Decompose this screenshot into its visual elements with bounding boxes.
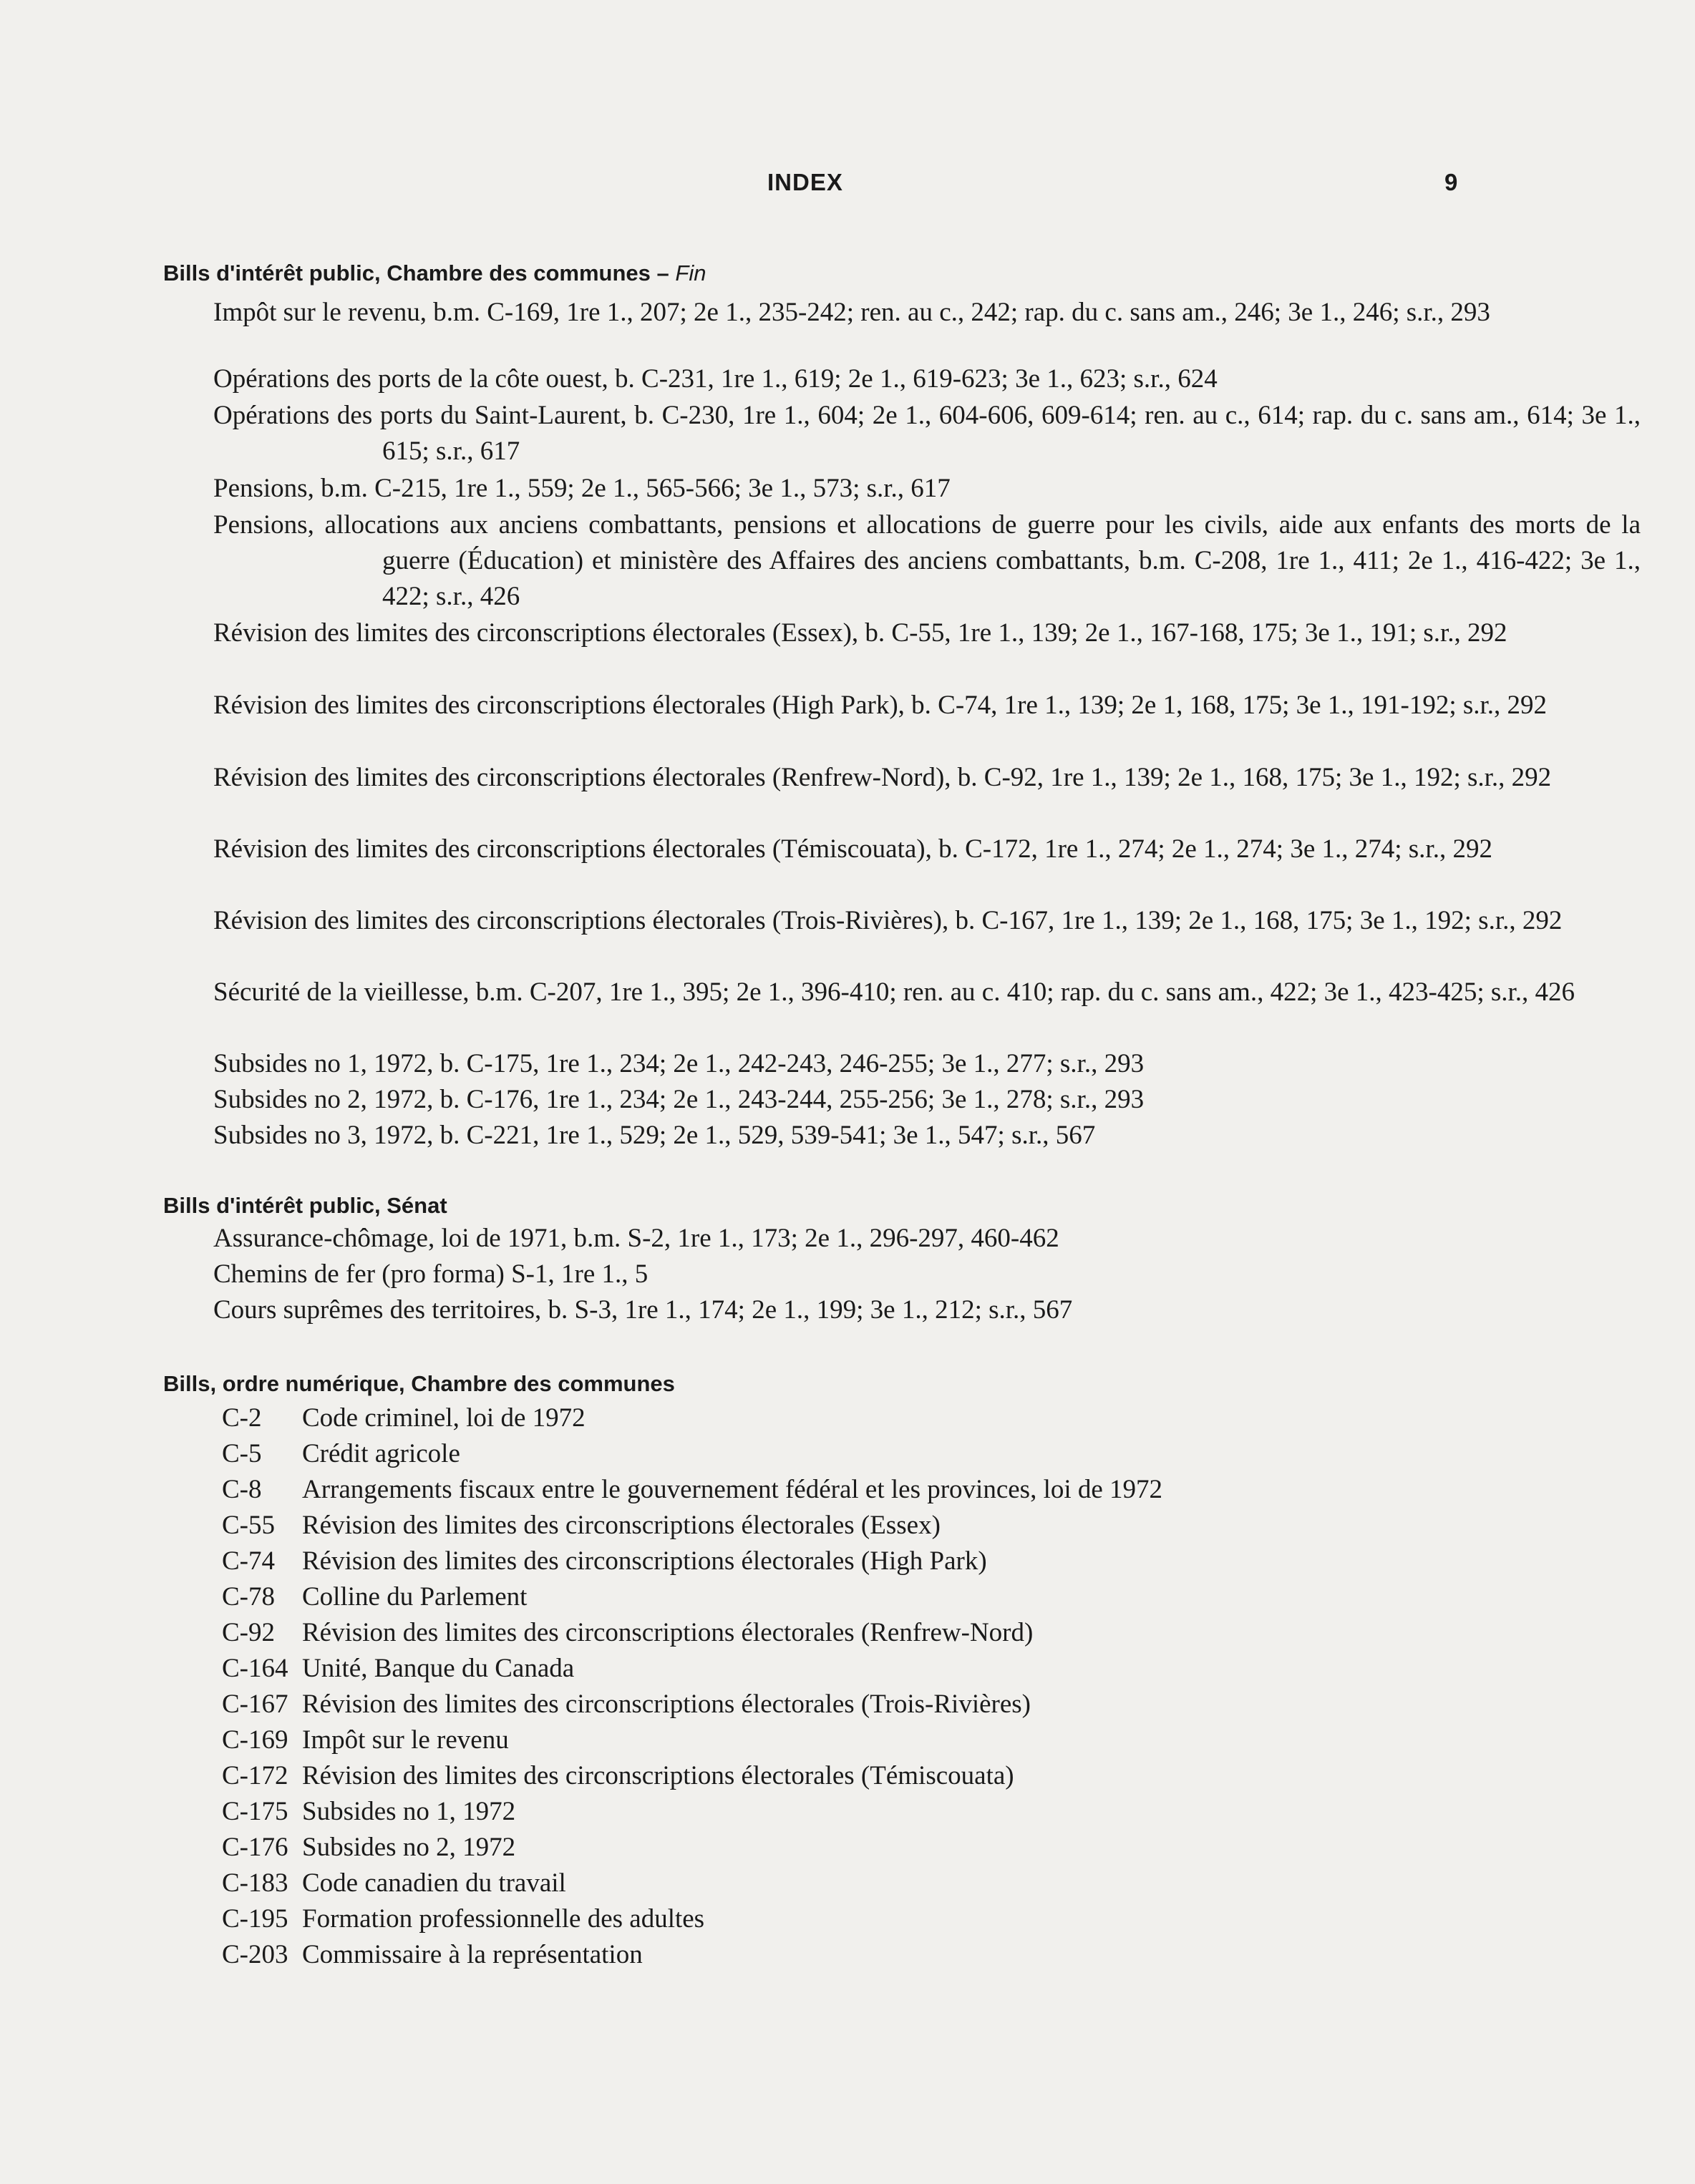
bill-row [222,1472,1162,1508]
bill-title: Commissaire à la représentation [302,1940,643,1969]
index-entry: Sécurité de la vieillesse, b.m. C-207, 1re 1., 395; 2e 1., 396-410; ren. au c. 410; rap. du c. sans am., 422; 3e 1., 423-425; s.r., 426 [213,978,1575,1007]
bill-code: C-74 [222,1546,275,1576]
bill-code: C-169 [222,1725,288,1755]
bill-title: Colline du Parlement [302,1582,528,1612]
bill-code: C-164 [222,1654,288,1683]
index-entry: Révision des limites des circonscriptions électorales (High Park), b. C-74, 1re 1., 139; 2e 1, 168, 175; 3e 1., 191-192; s.r., 292 [213,691,1548,720]
bill-row [222,1615,1033,1651]
bill-code: C-2 [222,1403,262,1433]
index-entry: Subsides no 3, 1972, b. C-221, 1re 1., 529; 2e 1., 529, 539-541; 3e 1., 547; s.r., 567 [213,1121,1096,1150]
bill-title: Révision des limites des circonscriptions électorales (Trois-Rivières) [302,1690,1031,1719]
index-entry: Opérations des ports du Saint-Laurent, b. C-230, 1re 1., 604; 2e 1., 604-606, 609-614; ren. au c., 614; rap. du c. sans am., 614; 3e 1., 615; s.r., 617 [213,401,1641,466]
bill-code: C-5 [222,1439,262,1468]
bill-title: Impôt sur le revenu [302,1725,509,1755]
bill-title: Crédit agricole [302,1439,460,1468]
bill-row [222,1651,574,1687]
bill-title: Code canadien du travail [302,1868,566,1898]
index-entry: Pensions, b.m. C-215, 1re 1., 559; 2e 1., 565-566; 3e 1., 573; s.r., 617 [213,474,951,503]
bill-code: C-167 [222,1690,288,1719]
section-heading: Bills d'intérêt public, Sénat [163,1193,447,1218]
bill-row [222,1436,460,1472]
bill-row [222,1579,527,1615]
index-entry: Chemins de fer (pro forma) S-1, 1re 1., 5 [213,1259,649,1289]
bill-row [222,1937,643,1973]
bill-title: Subsides no 1, 1972 [302,1797,516,1826]
index-entry: Révision des limites des circonscriptions électorales (Essex), b. C-55, 1re 1., 139; 2e 1., 167-168, 175; 3e 1., 191; s.r., 292 [213,618,1507,648]
page-title: INDEX [767,169,843,195]
bill-code: C-55 [222,1511,275,1540]
bill-title: Révision des limites des circonscriptions électorales (Essex) [302,1511,941,1540]
bill-title: Révision des limites des circonscriptions électorales (Témiscouata) [302,1761,1014,1790]
page-number: 9 [1444,169,1458,195]
index-entry: Révision des limites des circonscriptions électorales (Renfrew-Nord), b. C-92, 1re 1., 139; 2e 1., 168, 175; 3e 1., 192; s.r., 292 [213,763,1552,792]
bill-row [222,1508,941,1544]
bill-title: Révision des limites des circonscriptions électorales (Renfrew-Nord) [302,1618,1034,1647]
index-entry: Opérations des ports de la côte ouest, b. C-231, 1re 1., 619; 2e 1., 619-623; 3e 1., 623; s.r., 624 [213,364,1218,394]
index-entry: Pensions, allocations aux anciens combattants, pensions et allocations de guerre pour les civils, aide aux enfants des morts de la guerre (Éducation) et ministère des Affaires des anciens combattants, b.m. C-208, 1re 1., 411; 2e 1., 416-422; 3e 1., 422; s.r., 426 [213,510,1641,611]
bill-code: C-78 [222,1582,275,1612]
index-entry: Révision des limites des circonscriptions électorales (Trois-Rivières), b. C-167, 1re 1., 139; 2e 1., 168, 175; 3e 1., 192; s.r., 292 [213,906,1563,935]
index-entry: Subsides no 2, 1972, b. C-176, 1re 1., 234; 2e 1., 243-244, 255-256; 3e 1., 278; s.r., 293 [213,1085,1145,1114]
bill-title: Révision des limites des circonscriptions électorales (High Park) [302,1546,987,1576]
bill-row [222,1400,586,1436]
bill-title: Arrangements fiscaux entre le gouvernement fédéral et les provinces, loi de 1972 [302,1475,1163,1504]
bill-code: C-8 [222,1475,262,1504]
index-entry: Cours suprêmes des territoires, b. S-3, 1re 1., 174; 2e 1., 199; 3e 1., 212; s.r., 567 [213,1295,1073,1325]
bill-code: C-172 [222,1761,288,1790]
bill-code: C-183 [222,1868,288,1898]
bill-code: C-195 [222,1904,288,1934]
bill-row [222,1544,987,1579]
section-heading: Bills, ordre numérique, Chambre des communes [163,1371,675,1396]
bill-title: Unité, Banque du Canada [302,1654,575,1683]
bill-code: C-203 [222,1940,288,1969]
index-entry: Impôt sur le revenu, b.m. C-169, 1re 1., 207; 2e 1., 235-242; ren. au c., 242; rap. du c. sans am., 246; 3e 1., 246; s.r., 293 [213,298,1490,327]
bill-code: C-92 [222,1618,275,1647]
page-header [0,169,1695,205]
bill-row [222,1794,515,1830]
bill-row [222,1722,509,1758]
section-heading: Bills d'intérêt public, Chambre des communes – Fin [163,260,706,286]
bill-code: C-176 [222,1833,288,1862]
bill-title: Formation professionnelle des adultes [302,1904,705,1934]
bill-title: Subsides no 2, 1972 [302,1833,516,1862]
bill-row [222,1866,566,1901]
bill-code: C-175 [222,1797,288,1826]
index-entry: Assurance-chômage, loi de 1971, b.m. S-2, 1re 1., 173; 2e 1., 296-297, 460-462 [213,1224,1059,1253]
index-entry: Subsides no 1, 1972, b. C-175, 1re 1., 234; 2e 1., 242-243, 246-255; 3e 1., 277; s.r., 293 [213,1049,1145,1078]
bill-row [222,1901,704,1937]
bill-title: Code criminel, loi de 1972 [302,1403,586,1433]
bill-row [222,1687,1031,1722]
bill-row [222,1758,1014,1794]
index-entry: Révision des limites des circonscriptions électorales (Témiscouata), b. C-172, 1re 1., 274; 2e 1., 274; 3e 1., 274; s.r., 292 [213,834,1492,864]
bill-row [222,1830,515,1866]
